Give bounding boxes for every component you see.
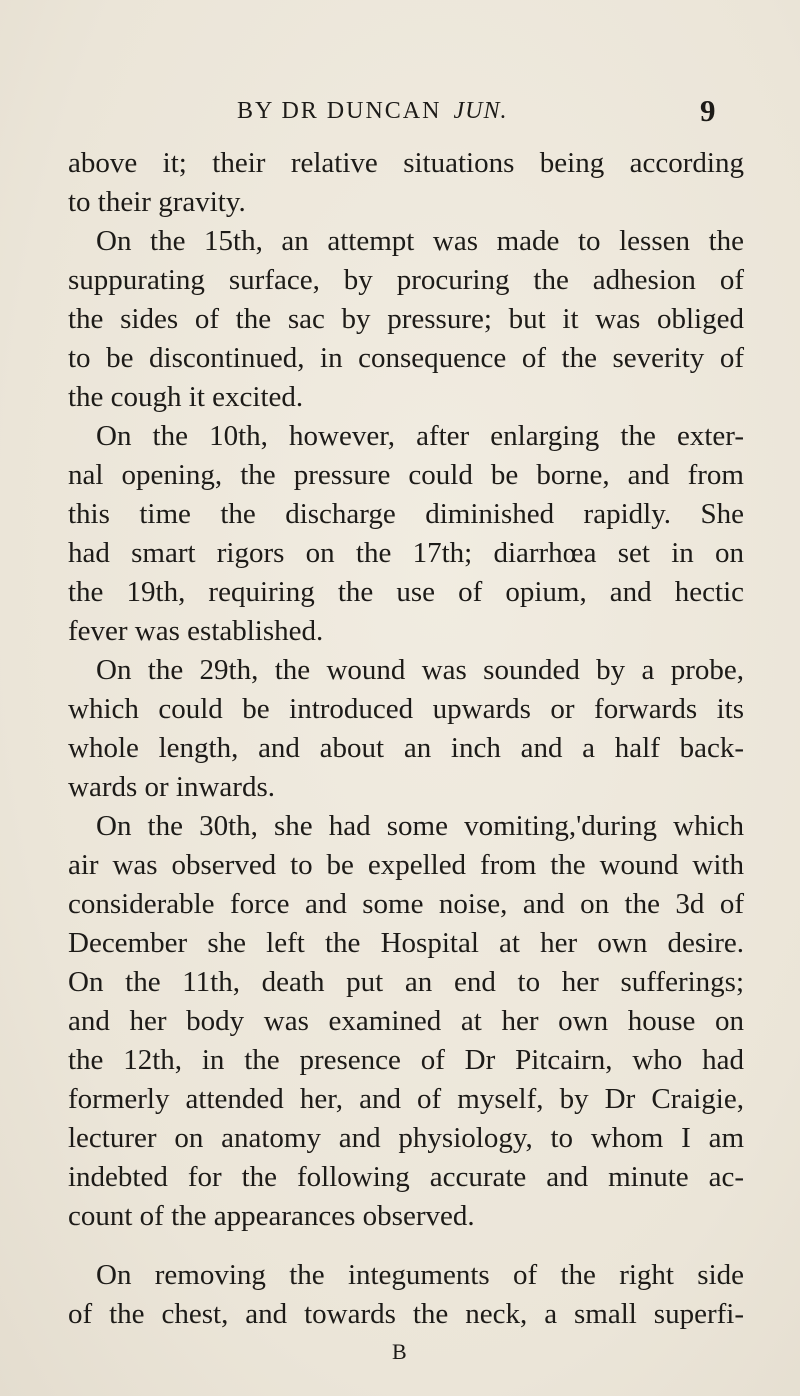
paragraph-gap: [68, 1236, 744, 1256]
text-line: fever was established.: [68, 615, 324, 647]
running-head: [237, 98, 507, 125]
text-line: which could be introduced upwards or forwards its: [68, 693, 744, 725]
text-line: suppurating surface, by procuring the adhesion of: [68, 264, 744, 296]
text-line: the sides of the sac by pressure; but it was obliged: [68, 303, 744, 335]
text-line: and her body was examined at her own house on: [68, 1005, 744, 1037]
text-line: On the 15th, an attempt was made to lessen the: [96, 225, 744, 257]
text-line: whole length, and about an inch and a half back-: [68, 732, 744, 764]
text-line: indebted for the following accurate and minute ac-: [68, 1161, 744, 1193]
running-head-suffix: JUN.: [453, 98, 508, 124]
text-line: air was observed to be expelled from the wound with: [68, 849, 744, 881]
text-line: considerable force and some noise, and on the 3d of: [68, 888, 744, 920]
text-line: the cough it excited.: [68, 381, 304, 413]
text-line: On the 10th, however, after enlarging the exter-: [96, 420, 744, 452]
text-line: above it; their relative situations being according: [68, 147, 744, 179]
text-line: this time the discharge diminished rapidly. She: [68, 498, 744, 530]
text-line: lecturer on anatomy and physiology, to whom I am: [68, 1122, 744, 1154]
text-line: On the 30th, she had some vomiting,'during which: [96, 810, 744, 842]
signature-mark: B: [392, 1339, 407, 1364]
text-line: count of the appearances observed.: [68, 1200, 475, 1232]
text-line: On the 11th, death put an end to her sufferings;: [68, 966, 744, 998]
page-number: 9: [700, 93, 716, 128]
text-line: On the 29th, the wound was sounded by a probe,: [96, 654, 744, 686]
text-line: wards or inwards.: [68, 771, 275, 803]
text-line: December she left the Hospital at her own desire.: [68, 927, 744, 959]
text-line: formerly attended her, and of myself, by Dr Craigie,: [68, 1083, 744, 1115]
body-text: [68, 144, 744, 1334]
text-line: On removing the integuments of the right side: [96, 1259, 744, 1291]
running-head-text: BY DR DUNCAN: [237, 98, 442, 124]
text-line: the 12th, in the presence of Dr Pitcairn, who had: [68, 1044, 744, 1076]
text-line: the 19th, requiring the use of opium, and hectic: [68, 576, 744, 608]
text-line: of the chest, and towards the neck, a small superfi-: [68, 1298, 744, 1330]
text-line: had smart rigors on the 17th; diarrhœa set in on: [68, 537, 744, 569]
text-line: to be discontinued, in consequence of the severity of: [68, 342, 744, 374]
page-header: [0, 90, 800, 130]
text-line: to their gravity.: [68, 186, 246, 218]
text-line: nal opening, the pressure could be borne, and from: [68, 459, 744, 491]
